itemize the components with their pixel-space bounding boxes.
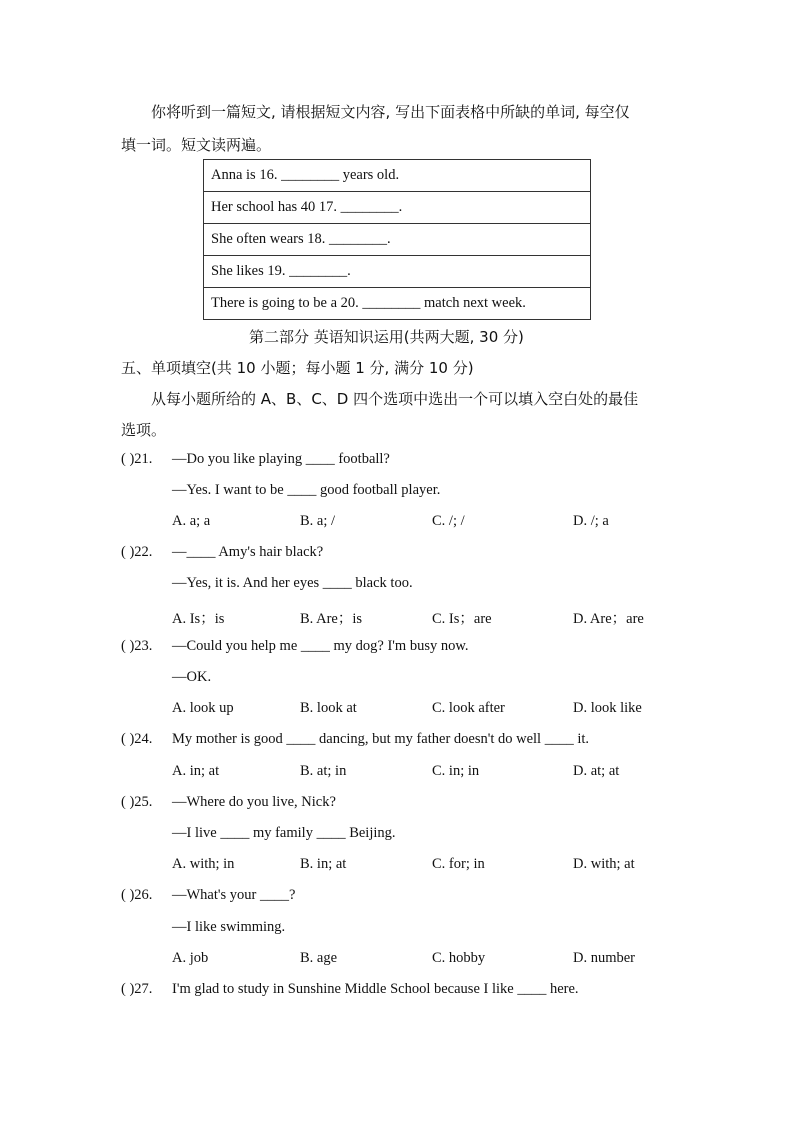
question-number: ( )23. [121,638,153,654]
option-b: B. look at [300,700,357,716]
table-row [204,192,591,224]
option-a: A. look up [172,700,234,716]
question-line: I'm glad to study in Sunshine Middle School because I like ____ here. [172,981,579,997]
question-line: —Do you like playing ____ football? [172,451,390,467]
option-b: B. at; in [300,763,347,779]
listening-instruction-line2: 填一词。短文读两遍。 [121,136,272,154]
table-cell: She often wears 18. ________. [204,224,591,256]
option-b: B. Are；is [300,611,363,627]
table-cell: She likes 19. ________. [204,256,591,288]
option-c: C. /; / [432,513,465,529]
option-d: D. Are；are [573,611,644,627]
option-b: B. age [300,950,338,966]
table-cell: Anna is 16. ________ years old. [204,160,591,192]
question-line: —I live ____ my family ____ Beijing. [172,825,396,841]
option-d: D. number [573,950,636,966]
option-c: C. in; in [432,763,480,779]
question-line: —I like swimming. [172,919,286,935]
option-a: A. with; in [172,856,235,872]
question-number: ( )21. [121,451,153,467]
section-title: 五、单项填空(共 10 小题；每小题 1 分, 满分 10 分) [121,359,474,377]
question-line: —OK. [172,669,212,685]
table-cell: Her school has 40 17. ________. [204,192,591,224]
option-d: D. /; a [573,513,609,529]
question-number: ( )26. [121,887,153,903]
section-instruction-line2: 选项。 [121,421,167,439]
listening-table [203,159,591,320]
option-c: C. hobby [432,950,486,966]
option-d: D. at; at [573,763,620,779]
question-number: ( )22. [121,544,153,560]
option-a: A. a; a [172,513,211,529]
question-line: —Could you help me ____ my dog? I'm busy now. [172,638,469,654]
option-b: B. in; at [300,856,347,872]
option-d: D. look like [573,700,642,716]
table-row [204,288,591,320]
question-line: —What's your ____? [172,887,296,903]
table-row [204,160,591,192]
question-line: —Where do you live, Nick? [172,794,336,810]
option-b: B. a; / [300,513,336,529]
question-line: —Yes. I want to be ____ good football player. [172,482,441,498]
option-c: C. look after [432,700,505,716]
question-number: ( )25. [121,794,153,810]
option-a: A. in; at [172,763,220,779]
option-d: D. with; at [573,856,635,872]
question-line: —Yes, it is. And her eyes ____ black too. [172,575,413,591]
listening-instruction-line1: 你将听到一篇短文, 请根据短文内容, 写出下面表格中所缺的单词, 每空仅 [151,103,630,121]
part-title: 第二部分 英语知识运用(共两大题, 30 分) [249,328,524,346]
table-row [204,256,591,288]
question-number: ( )24. [121,731,153,747]
question-line: My mother is good ____ dancing, but my father doesn't do well ____ it. [172,731,590,747]
option-a: A. job [172,950,209,966]
table-row [204,224,591,256]
section-instruction-line1: 从每小题所给的 A、B、C、D 四个选项中选出一个可以填入空白处的最佳 [151,390,639,408]
option-a: A. Is；is [172,611,225,627]
question-line: —____ Amy's hair black? [172,544,324,560]
option-c: C. Is；are [432,611,492,627]
table-cell: There is going to be a 20. ________ match next week. [204,288,591,320]
option-c: C. for; in [432,856,485,872]
question-number: ( )27. [121,981,153,997]
